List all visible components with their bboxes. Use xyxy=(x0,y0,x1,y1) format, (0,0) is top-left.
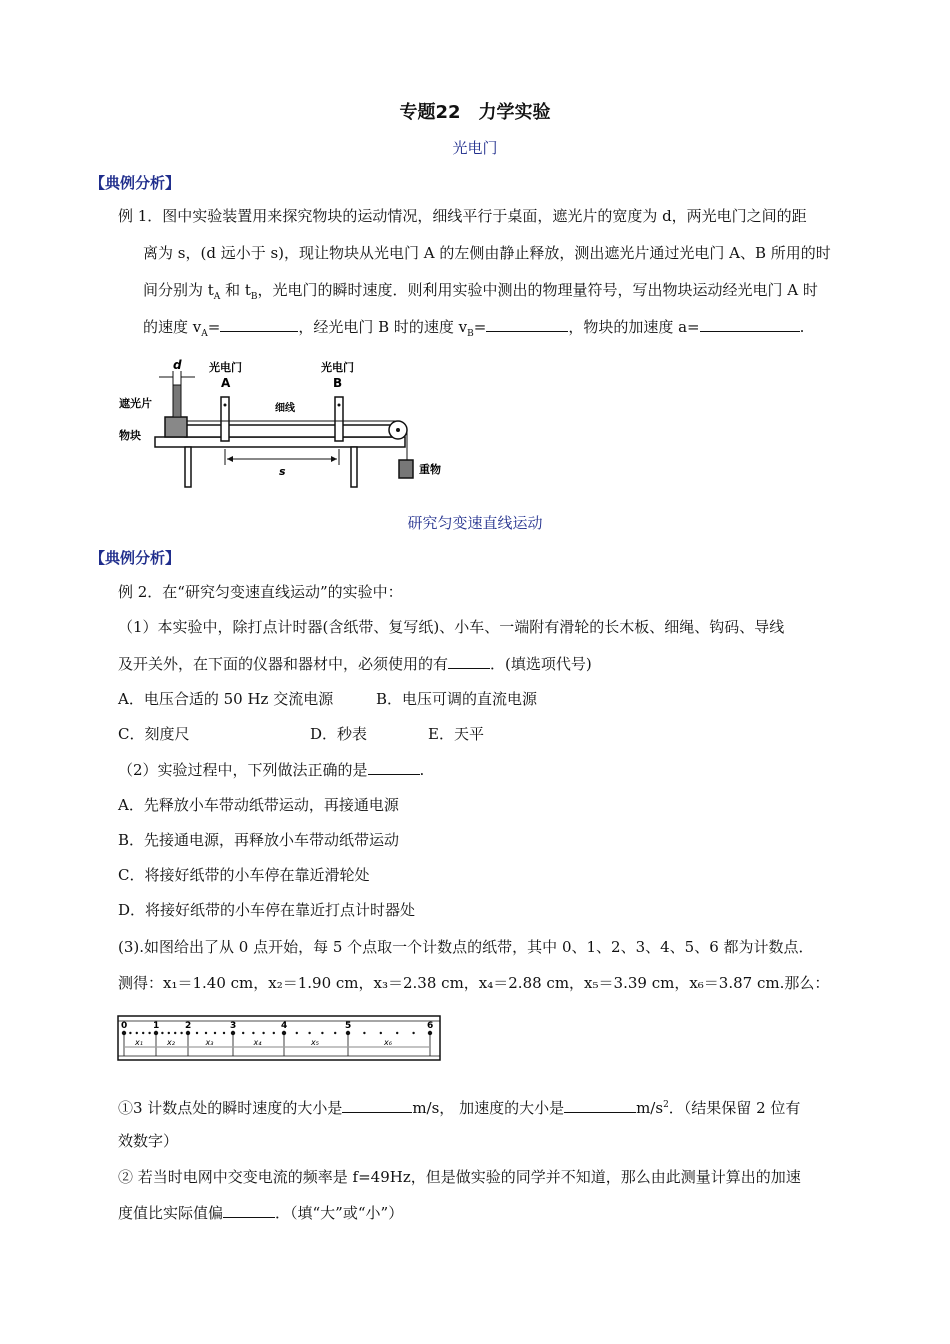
ex2-q3-line1: (3).如图给出了从 0 点开始，每 5 个点取一个计数点的纸带，其中 0、1、2、3、4、5、6 都为计数点． xyxy=(118,938,814,956)
ex2-a2-line2: 度值比实际值偏 ．（填“大”或“小”） xyxy=(118,1204,404,1222)
label-gate-A: 光电门 xyxy=(209,361,242,374)
table-top xyxy=(155,437,405,447)
block xyxy=(165,417,187,437)
answer-blank-a[interactable] xyxy=(700,317,800,332)
answer-blank-vB[interactable] xyxy=(486,317,568,332)
tape-dot xyxy=(174,1032,176,1034)
answer-blank-q2[interactable] xyxy=(368,760,420,775)
ex2-optB: B．电压可调的直流电源 xyxy=(376,690,538,708)
tape-dot xyxy=(334,1032,336,1034)
ex1-line4: 的速度 $v_A=$ ，经光电门 B 时的速度 $v_B=$ ，物块的加速度 a= . xyxy=(143,318,805,339)
tape-point-label: 0 xyxy=(121,1021,128,1031)
tape-dot xyxy=(223,1032,225,1034)
tape-dot xyxy=(196,1032,198,1034)
ex2-q2C: C．将接好纸带的小车停在靠近滑轮处 xyxy=(118,866,370,884)
tape-segment-label: x₆ xyxy=(384,1038,392,1047)
label-block: 物块 xyxy=(119,429,141,442)
section-heading-photogate: 光电门 xyxy=(452,139,498,157)
ex2-optD: D．秒表 xyxy=(310,725,368,743)
ex2-q3-line2: 测得：x₁＝1.40 cm，x₂＝1.90 cm，x₃＝2.38 cm，x₄＝2.88 cm，x₅＝3.39 cm，x₆＝3.87 cm.那么： xyxy=(118,974,830,992)
label-d: d xyxy=(173,358,182,372)
tape-segment-label: x₅ xyxy=(311,1038,319,1047)
answer-blank-v3[interactable] xyxy=(342,1098,412,1113)
ex1-line1: 例 1．图中实验装置用来探究物块的运动情况，细线平行于桌面，遮光片的宽度为 d，两光电门之间的距 xyxy=(118,207,807,225)
tape-dot xyxy=(273,1032,275,1034)
shade-plate xyxy=(173,385,181,417)
tape-point-label: 1 xyxy=(153,1021,160,1031)
label-s: s xyxy=(279,465,286,478)
track xyxy=(185,425,397,437)
page-title: 专题22 力学实验 xyxy=(399,102,551,123)
tape-dot xyxy=(321,1032,323,1034)
tape-segment-label: x₄ xyxy=(253,1038,262,1047)
tape-segment-label: x₃ xyxy=(205,1038,214,1047)
label-A: A xyxy=(221,376,231,390)
paper-tape-figure xyxy=(116,1012,444,1064)
ex2-optE: E．天平 xyxy=(428,725,484,743)
tape-point-label: 4 xyxy=(281,1021,288,1031)
tape-dot xyxy=(148,1032,150,1034)
label-B: B xyxy=(333,376,343,390)
tape-dot xyxy=(161,1032,163,1034)
ex2-q1-line1: （1）本实验中，除打点计时器(含纸带、复写纸)、小车、一端附有滑轮的长木板、细绳、钩码、导线 xyxy=(118,618,785,636)
tape-point-label: 5 xyxy=(345,1021,352,1031)
table-leg-left xyxy=(185,447,191,487)
section-heading-uniform-accel: 研究匀变速直线运动 xyxy=(407,514,543,532)
tape-point-label: 2 xyxy=(185,1021,192,1031)
ex2-q1-line2: 及开关外，在下面的仪器和器材中，必须使用的有 ．(填选项代号) xyxy=(118,655,592,673)
tape-segment-label: x₂ xyxy=(167,1038,175,1047)
ex2-q2: （2）实验过程中，下列做法正确的是 . xyxy=(118,761,425,779)
answer-blank-q1[interactable] xyxy=(448,654,490,669)
tape-dot xyxy=(180,1032,182,1034)
ex1-line2: 离为 s，(d 远小于 s)，现让物块从光电门 A 的左侧由静止释放，测出遮光片通过光电门 A、B 所用的时 xyxy=(143,244,831,262)
tape-dot xyxy=(168,1032,170,1034)
tape-dot xyxy=(129,1032,131,1034)
label-string: 细线 xyxy=(275,403,295,414)
tape-dot xyxy=(396,1032,398,1034)
tape-dot xyxy=(214,1032,216,1034)
tape-point-label: 6 xyxy=(427,1021,434,1031)
table-leg-right xyxy=(351,447,357,487)
tape-dot xyxy=(252,1032,254,1034)
tape-dot xyxy=(296,1032,298,1034)
ex2-optC: C．刻度尺 xyxy=(118,725,190,743)
example-tag-2: 【典例分析】 xyxy=(90,549,181,567)
answer-blank-accel[interactable] xyxy=(564,1098,636,1113)
ex2-a1-line2: 效数字） xyxy=(118,1132,179,1150)
tape-dot xyxy=(308,1032,310,1034)
ex2-a1-line1: ①3 计数点处的瞬时速度的大小是 m/s， 加速度的大小是 $m/s^2$．（结果保留 2 位有 xyxy=(118,1099,801,1117)
tape-dot xyxy=(262,1032,264,1034)
tape-dot xyxy=(142,1032,144,1034)
tape-dot xyxy=(205,1032,207,1034)
label-weight: 重物 xyxy=(419,463,441,476)
example-tag-1: 【典例分析】 xyxy=(90,174,181,192)
label-shade: 遮光片 xyxy=(119,397,152,410)
weight xyxy=(399,460,413,478)
label-gate-B: 光电门 xyxy=(321,361,354,374)
answer-blank-vA[interactable] xyxy=(220,317,298,332)
ex2-q2A: A．先释放小车带动纸带运动，再接通电源 xyxy=(118,796,399,814)
tape-dot xyxy=(242,1032,244,1034)
ex2-intro: 例 2．在“研究匀变速直线运动”的实验中： xyxy=(118,583,403,601)
tape-dot xyxy=(363,1032,365,1034)
ex2-optA: A．电压合适的 50 Hz 交流电源 xyxy=(118,690,334,708)
answer-blank-bias[interactable] xyxy=(223,1203,275,1218)
ex2-q2B: B．先接通电源，再释放小车带动纸带运动 xyxy=(118,831,400,849)
tape-segment-label: x₁ xyxy=(135,1038,143,1047)
ex2-q2D: D．将接好纸带的小车停在靠近打点计时器处 xyxy=(118,901,416,919)
tape-dot xyxy=(412,1032,414,1034)
tape-dot xyxy=(380,1032,382,1034)
ex1-line3: 间分别为 $t_A$ 和 $t_B$，光电门的瞬时速度．则利用实验中测出的物理量符号，写出物块运动经光电门 A 时 xyxy=(143,281,818,302)
photogate-apparatus-figure xyxy=(115,357,455,492)
tape-dot xyxy=(136,1032,138,1034)
tape-point-label: 3 xyxy=(230,1021,237,1031)
ex2-a2-line1: ② 若当时电网中交变电流的频率是 f=49Hz，但是做实验的同学并不知道，那么由此测量计算出的加速 xyxy=(118,1168,801,1186)
